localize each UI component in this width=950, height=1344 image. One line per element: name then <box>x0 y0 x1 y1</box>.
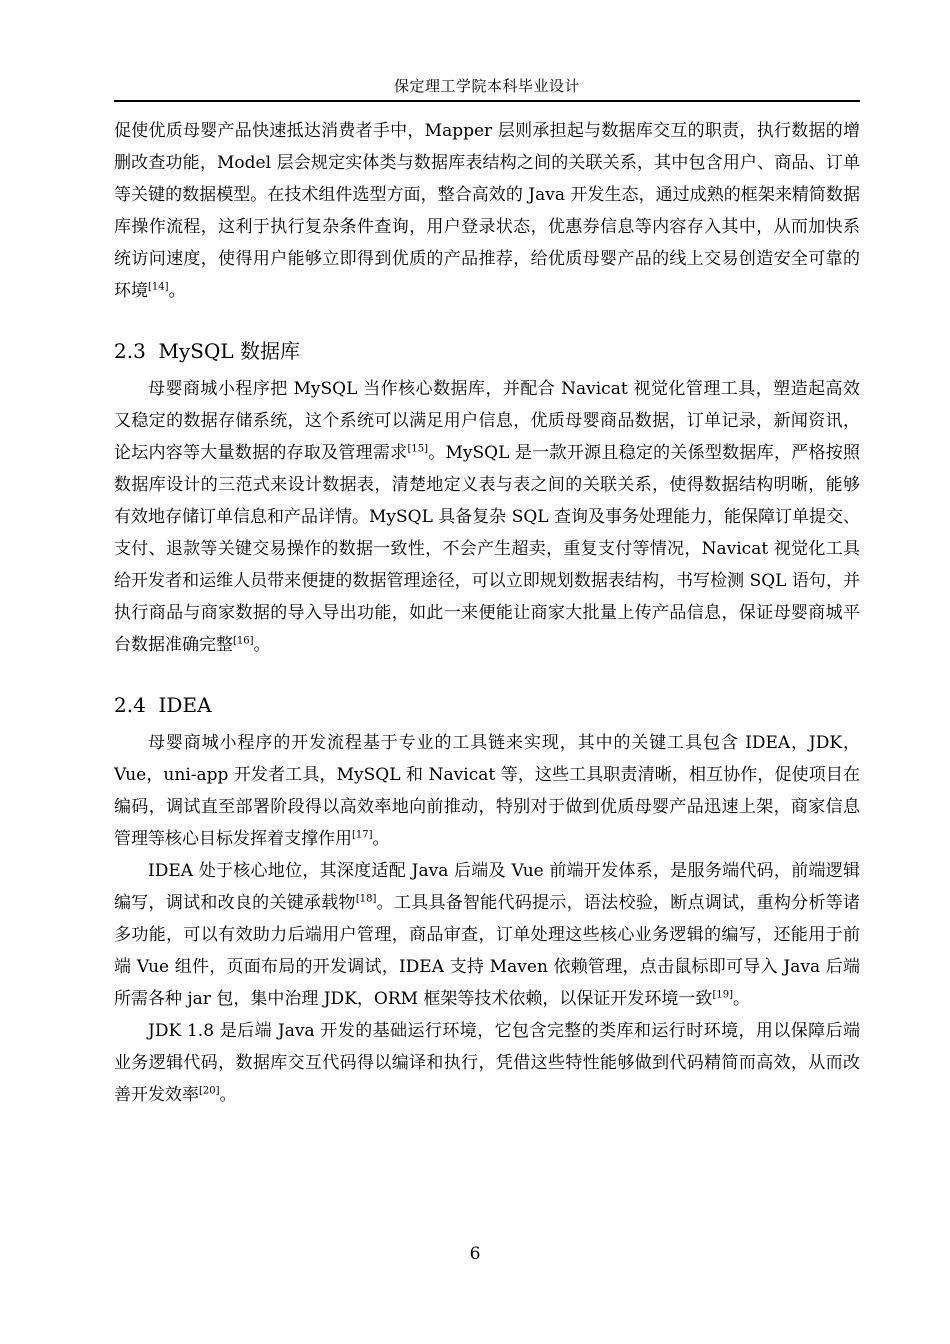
header-rule <box>114 100 860 102</box>
paragraph-jdk <box>114 1015 860 1111</box>
paragraph-idea <box>114 855 860 1015</box>
paragraph-text: JDK 1.8 是后端 Java 开发的基础运行环境，它包含完整的类库和运行时环境，用以保障后端业务逻辑代码，数据库交互代码得以编译和执行，凭借这些特性能够做到代码精简而高效，从而改善开发效率 <box>114 1021 860 1105</box>
paragraph-end: 。 <box>372 829 390 849</box>
page-number: 6 <box>469 1244 481 1264</box>
section-number: 2.4 <box>114 693 146 717</box>
paragraph-end: 。 <box>219 1085 237 1105</box>
section-heading-2-3 <box>114 335 860 367</box>
paragraph-text: 。MySQL 是一款开源且稳定的关係型数据库，严格按照数据库设计的三范式来设计数据表，清楚地定义表与表之间的关联关系，使得数据结构明晰，能够有效地存储订单信息和产品详情。MySQL 具备复杂 SQL 查询及事务处理能力，能保障订单提交、支付、退款等关键交易操作的数据一致性，不会产生超卖，重复支付等情况，Navicat 视觉化工具给开发者和运维人员带来便捷的数据管理途径，可以立即规划数据表结构，书写检测 SQL 语句，并执行商品与商家数据的导入导出功能，如此一来便能让商家大批量上传产品信息，保证母婴商城平台数据准确完整 <box>114 443 860 655</box>
citation-15: [15] <box>407 443 428 455</box>
section-number: 2.3 <box>114 339 146 363</box>
paragraph-toolchain <box>114 727 860 855</box>
paragraph-text: 母婴商城小程序的开发流程基于专业的工具链来实现，其中的关键工具包含 IDEA，JDK，Vue，uni-app 开发者工具，MySQL 和 Navicat 等，这些工具职责清晰，相互协作，促使项目在编码，调试直至部署阶段得以高效率地向前推动，特别对于做到优质母婴产品迅速上架，商家信息管理等核心目标发挥着支撑作用 <box>114 733 860 849</box>
paragraph-text: 。工具具备智能代码提示，语法校验，断点调试，重构分析等诸多功能，可以有效助力后端用户管理，商品审查，订单处理这些核心业务逻辑的编写，还能用于前端 Vue 组件，页面布局的开发调试，IDEA 支持 Maven 依赖管理，点击鼠标即可导入 Java 后端所需各种 jar 包，集中治理 JDK，ORM 框架等技术依赖，以保证开发环境一致 <box>114 893 861 1009</box>
paragraph-continued <box>114 115 860 307</box>
running-header: 保定理工学院本科毕业设计 <box>393 77 580 95</box>
citation-20: [20] <box>199 1085 220 1097</box>
citation-18: [18] <box>355 893 377 905</box>
citation-14: [14] <box>148 281 169 293</box>
citation-17: [17] <box>352 829 373 841</box>
paragraph-text: IDEA 处于核心地位，其深度适配 Java 后端及 Vue 前端开发体系，是服务端代码，前端逻辑编写，调试和改良的关键承载物 <box>114 861 860 913</box>
page-body <box>114 115 860 1111</box>
paragraph-text: 母婴商城小程序把 MySQL 当作核心数据库，并配合 Navicat 视觉化管理工具，塑造起高效又稳定的数据存储系统，这个系统可以满足用户信息，优质母婴商品数据，订单记录，新闻资讯，论坛内容等大量数据的存取及管理需求 <box>114 379 860 463</box>
paragraph-end: 。 <box>253 635 271 655</box>
section-title: MySQL 数据库 <box>158 339 301 363</box>
paragraph-mysql <box>114 373 860 661</box>
paragraph-text: 促使优质母婴产品快速抵达消费者手中，Mapper 层则承担起与数据库交互的职责，执行数据的增删改查功能，Model 层会规定实体类与数据库表结构之间的关联关系，其中包含用户、商品、订单等关键的数据模型。在技术组件选型方面，整合高效的 Java 开发生态，通过成熟的框架来精简数据库操作流程，这利于执行复杂条件查询，用户登录状态，优惠券信息等内容存入其中，从而加快系统访问速度，使得用户能够立即得到优质的产品推荐，给优质母婴产品的线上交易创造安全可靠的环境 <box>114 121 860 301</box>
section-title: IDEA <box>158 693 212 717</box>
paragraph-end: 。 <box>732 989 750 1009</box>
section-heading-2-4 <box>114 689 860 721</box>
paragraph-end: 。 <box>168 281 186 301</box>
citation-19: [19] <box>712 989 733 1001</box>
citation-16: [16] <box>233 635 254 647</box>
